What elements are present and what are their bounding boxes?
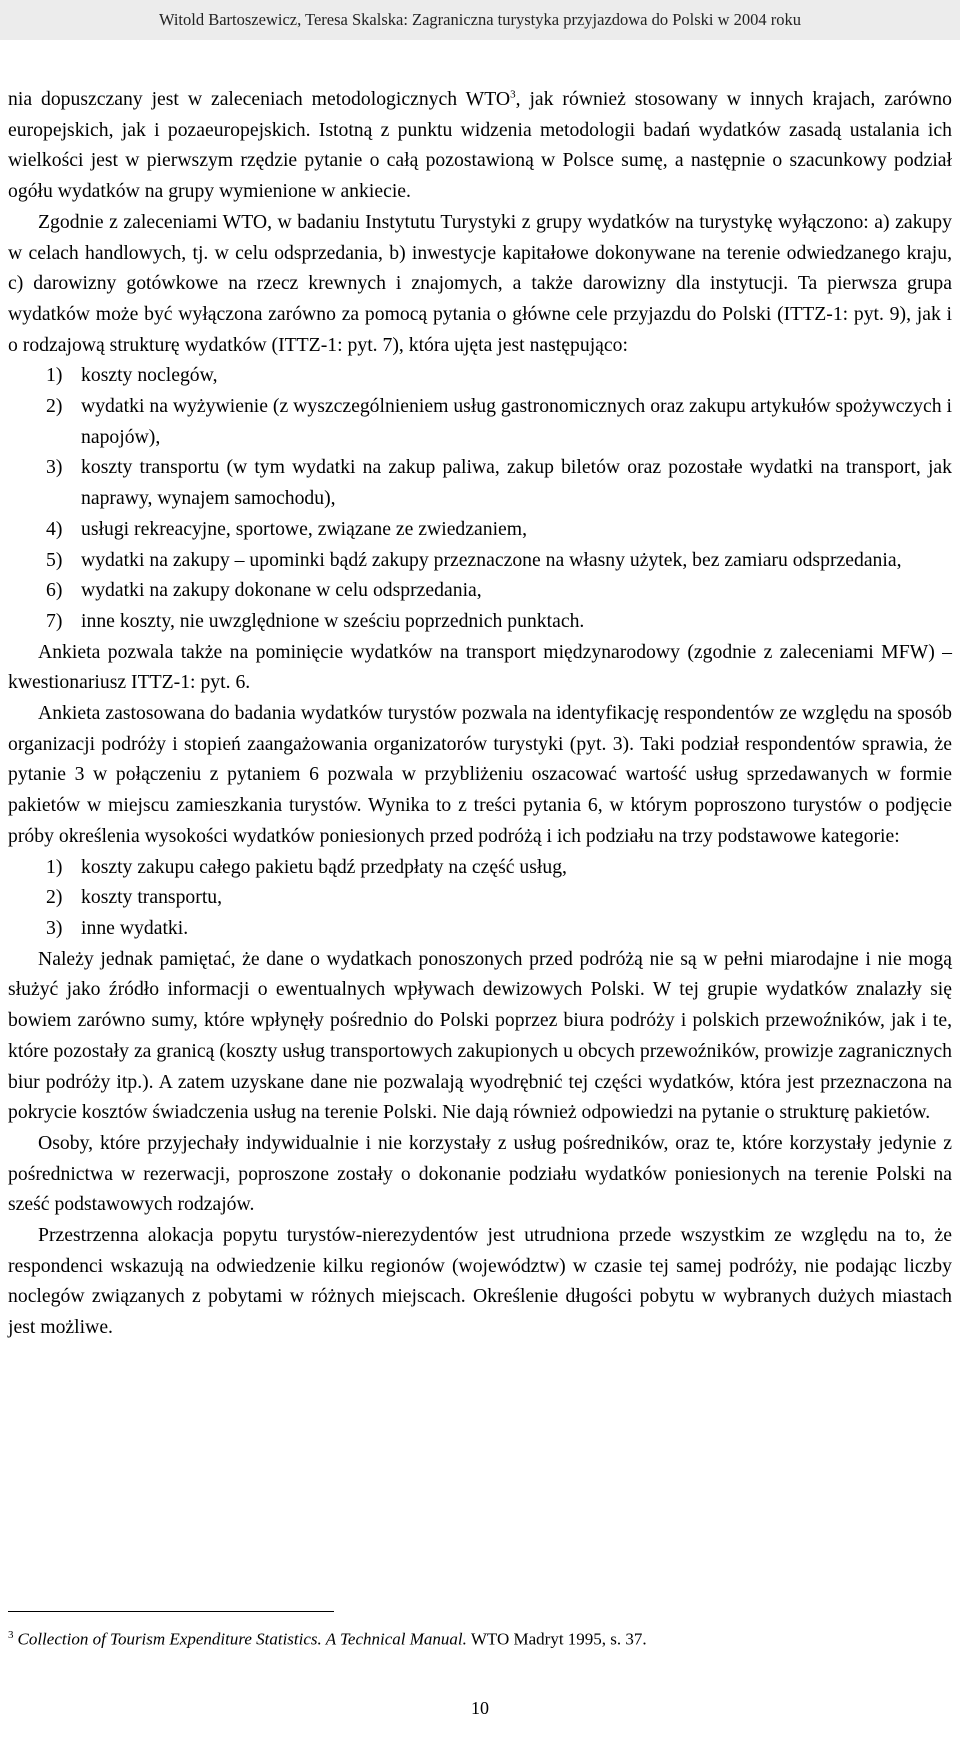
list-item xyxy=(8,575,952,606)
paragraph-6: Osoby, które przyjechały indywidualnie i nie korzystały z usług pośredników, oraz te, które korzystały jedynie z pośrednictwa w rezerwacji, poproszone zostały o dokonanie podziału wydatków poniesionych na terenie Polski na sześć podstawowych rodzajów. xyxy=(8,1131,952,1216)
footnote-mark: 3 xyxy=(8,1629,14,1641)
list-number: 3) xyxy=(46,456,63,479)
footnote xyxy=(8,1623,952,1652)
page-number: 10 xyxy=(471,1698,489,1718)
list-item xyxy=(8,852,952,883)
paragraph-1-text: nia dopuszczany jest w zaleceniach metodologicznych WTO xyxy=(8,88,511,110)
footnote-source: WTO Madryt 1995, s. 37. xyxy=(466,1629,647,1649)
list-text: wydatki na zakupy dokonane w celu odsprzedania, xyxy=(81,579,482,602)
paragraph-5: Należy jednak pamiętać, że dane o wydatkach ponoszonych przed podróżą nie są w pełni miarodajne i nie mogą służyć jako źródło informacji o ewentualnych wpływach dewizowych Polski. W tej grupie wydatków znalazły się bowiem zarówno sumy, które wpłynęły pośrednio do Polski poprzez biura podróży i polskich przewoźników, jak i te, które pozostały za granicą (koszty usług transportowych zakupionych u obcych przewoźników, prowizje zagranicznych biur podróży itp.). A zatem uzyskane dane nie pozwalają wyodrębnić tej części wydatków, która jest przeznaczona na pokrycie kosztów świadczenia usług na terenie Polski. Nie dają również odpowiedzi na pytanie o strukturę pakietów. xyxy=(8,947,952,1124)
list-number: 5) xyxy=(46,548,63,571)
list-item xyxy=(8,606,952,637)
list-item xyxy=(8,913,952,944)
paragraph-7: Przestrzenna alokacja popytu turystów-nierezydentów jest utrudniona przede wszystkim ze względu na to, że respondenci wskazują na odwiedzenie kilku regionów (województw) w czasie tej samej podróży, nie podając liczby noclegów związanych z pobytami w różnych miejscach. Określenie długości pobytu w wybranych dużych miastach jest możliwe. xyxy=(8,1224,952,1339)
footnote-divider xyxy=(8,1611,334,1612)
paragraph-4: Ankieta zastosowana do badania wydatków turystów pozwala na identyfikację respondentów ze względu na sposób organizacji podróży i stopień zaangażowania organizatorów turystyki (pyt. 3). Taki podział respondentów sprawia, że pytanie 3 w połączeniu z pytaniem 6 pozwala w przybliżeniu oszacować wartość usług sprzedawanych w formie pakietów w miejscu zamieszkania turystów. Wynika to z treści pytania 6, w którym poproszono turystów o podjęcie próby określenia wysokości wydatków poniesionych przed podróżą i ich podziału na trzy podstawowe kategorie: xyxy=(8,702,952,847)
paragraph-2: Zgodnie z zaleceniami WTO, w badaniu Instytutu Turystyki z grupy wydatków na turystykę wyłączono: a) zakupy w celach handlowych, tj. w celu odsprzedania, b) inwestycje kapitałowe dokonywane na terenie odwiedzanego kraju, c) darowizny gotówkowe na rzecz krewnych i znajomych, a także darowizny dla instytucji. Ta pierwsza grupa wydatków może być wyłączona zarówno za pomocą pytania o główne cele przyjazdu do Polski (ITTZ-1: pyt. 9), jak i o rodzajową strukturę wydatków (ITTZ-1: pyt. 7), która ujęta jest następująco: xyxy=(8,210,952,356)
list-item xyxy=(8,360,952,391)
list-text: koszty transportu, xyxy=(81,886,223,909)
list-number: 4) xyxy=(46,517,63,540)
list-text: koszty transportu (w tym wydatki na zakup paliwa, zakup biletów oraz pozostałe wydatki na transport, jak naprawy, wynajem samochodu), xyxy=(81,456,952,510)
list-number: 1) xyxy=(46,855,63,878)
list-text: inne wydatki. xyxy=(81,916,189,939)
category-list xyxy=(8,852,952,944)
list-number: 2) xyxy=(46,395,63,418)
list-item xyxy=(8,391,952,452)
footnote-title: Collection of Tourism Expenditure Statistics. A Technical Manual. xyxy=(17,1629,467,1649)
list-number: 6) xyxy=(46,579,63,602)
list-text: inne koszty, nie uwzględnione w sześciu poprzednich punktach. xyxy=(81,609,585,632)
list-text: koszty noclegów, xyxy=(81,364,218,387)
paragraph-3: Ankieta pozwala także na pominięcie wydatków na transport międzynarodowy (zgodnie z zaleceniami MFW) – kwestionariusz ITTZ-1: pyt. 6. xyxy=(8,640,952,694)
list-item xyxy=(8,514,952,545)
body-text xyxy=(8,84,952,1343)
list-number: 3) xyxy=(46,916,63,939)
list-number: 1) xyxy=(46,364,63,387)
running-header: Witold Bartoszewicz, Teresa Skalska: Zagraniczna turystyka przyjazdowa do Polski w 2004 roku xyxy=(0,0,960,40)
list-number: 7) xyxy=(46,609,63,632)
list-item xyxy=(8,882,952,913)
expenditure-list xyxy=(8,360,952,636)
list-item xyxy=(8,545,952,576)
paragraph-1-continued: , jak również stosowany w innych krajach, zarówno europejskich, jak i pozaeuropejskich. Istotną z punktu widzenia metodologii badań wydatków zasadą ustalania ich wielkości jest w pierwszym rzędzie pytanie o całą pozostawioną w Polsce sumę, a następnie o szacunkowy podział ogółu wydatków na grupy wymienione w ankiecie. xyxy=(8,88,952,203)
list-text: wydatki na wyżywienie (z wyszczególnieniem usług gastronomicznych oraz zakupu artykułów spożywczych i napojów), xyxy=(81,395,952,448)
list-number: 2) xyxy=(46,886,63,909)
list-item xyxy=(8,452,952,513)
list-text: koszty zakupu całego pakietu bądź przedpłaty na część usług, xyxy=(81,855,567,878)
footnote-reference: 3 xyxy=(510,88,516,101)
paragraph-1 xyxy=(8,84,952,207)
list-text: usługi rekreacyjne, sportowe, związane ze zwiedzaniem, xyxy=(81,517,528,540)
list-text: wydatki na zakupy – upominki bądź zakupy przeznaczone na własny użytek, bez zamiaru odsprzedania, xyxy=(81,548,902,571)
